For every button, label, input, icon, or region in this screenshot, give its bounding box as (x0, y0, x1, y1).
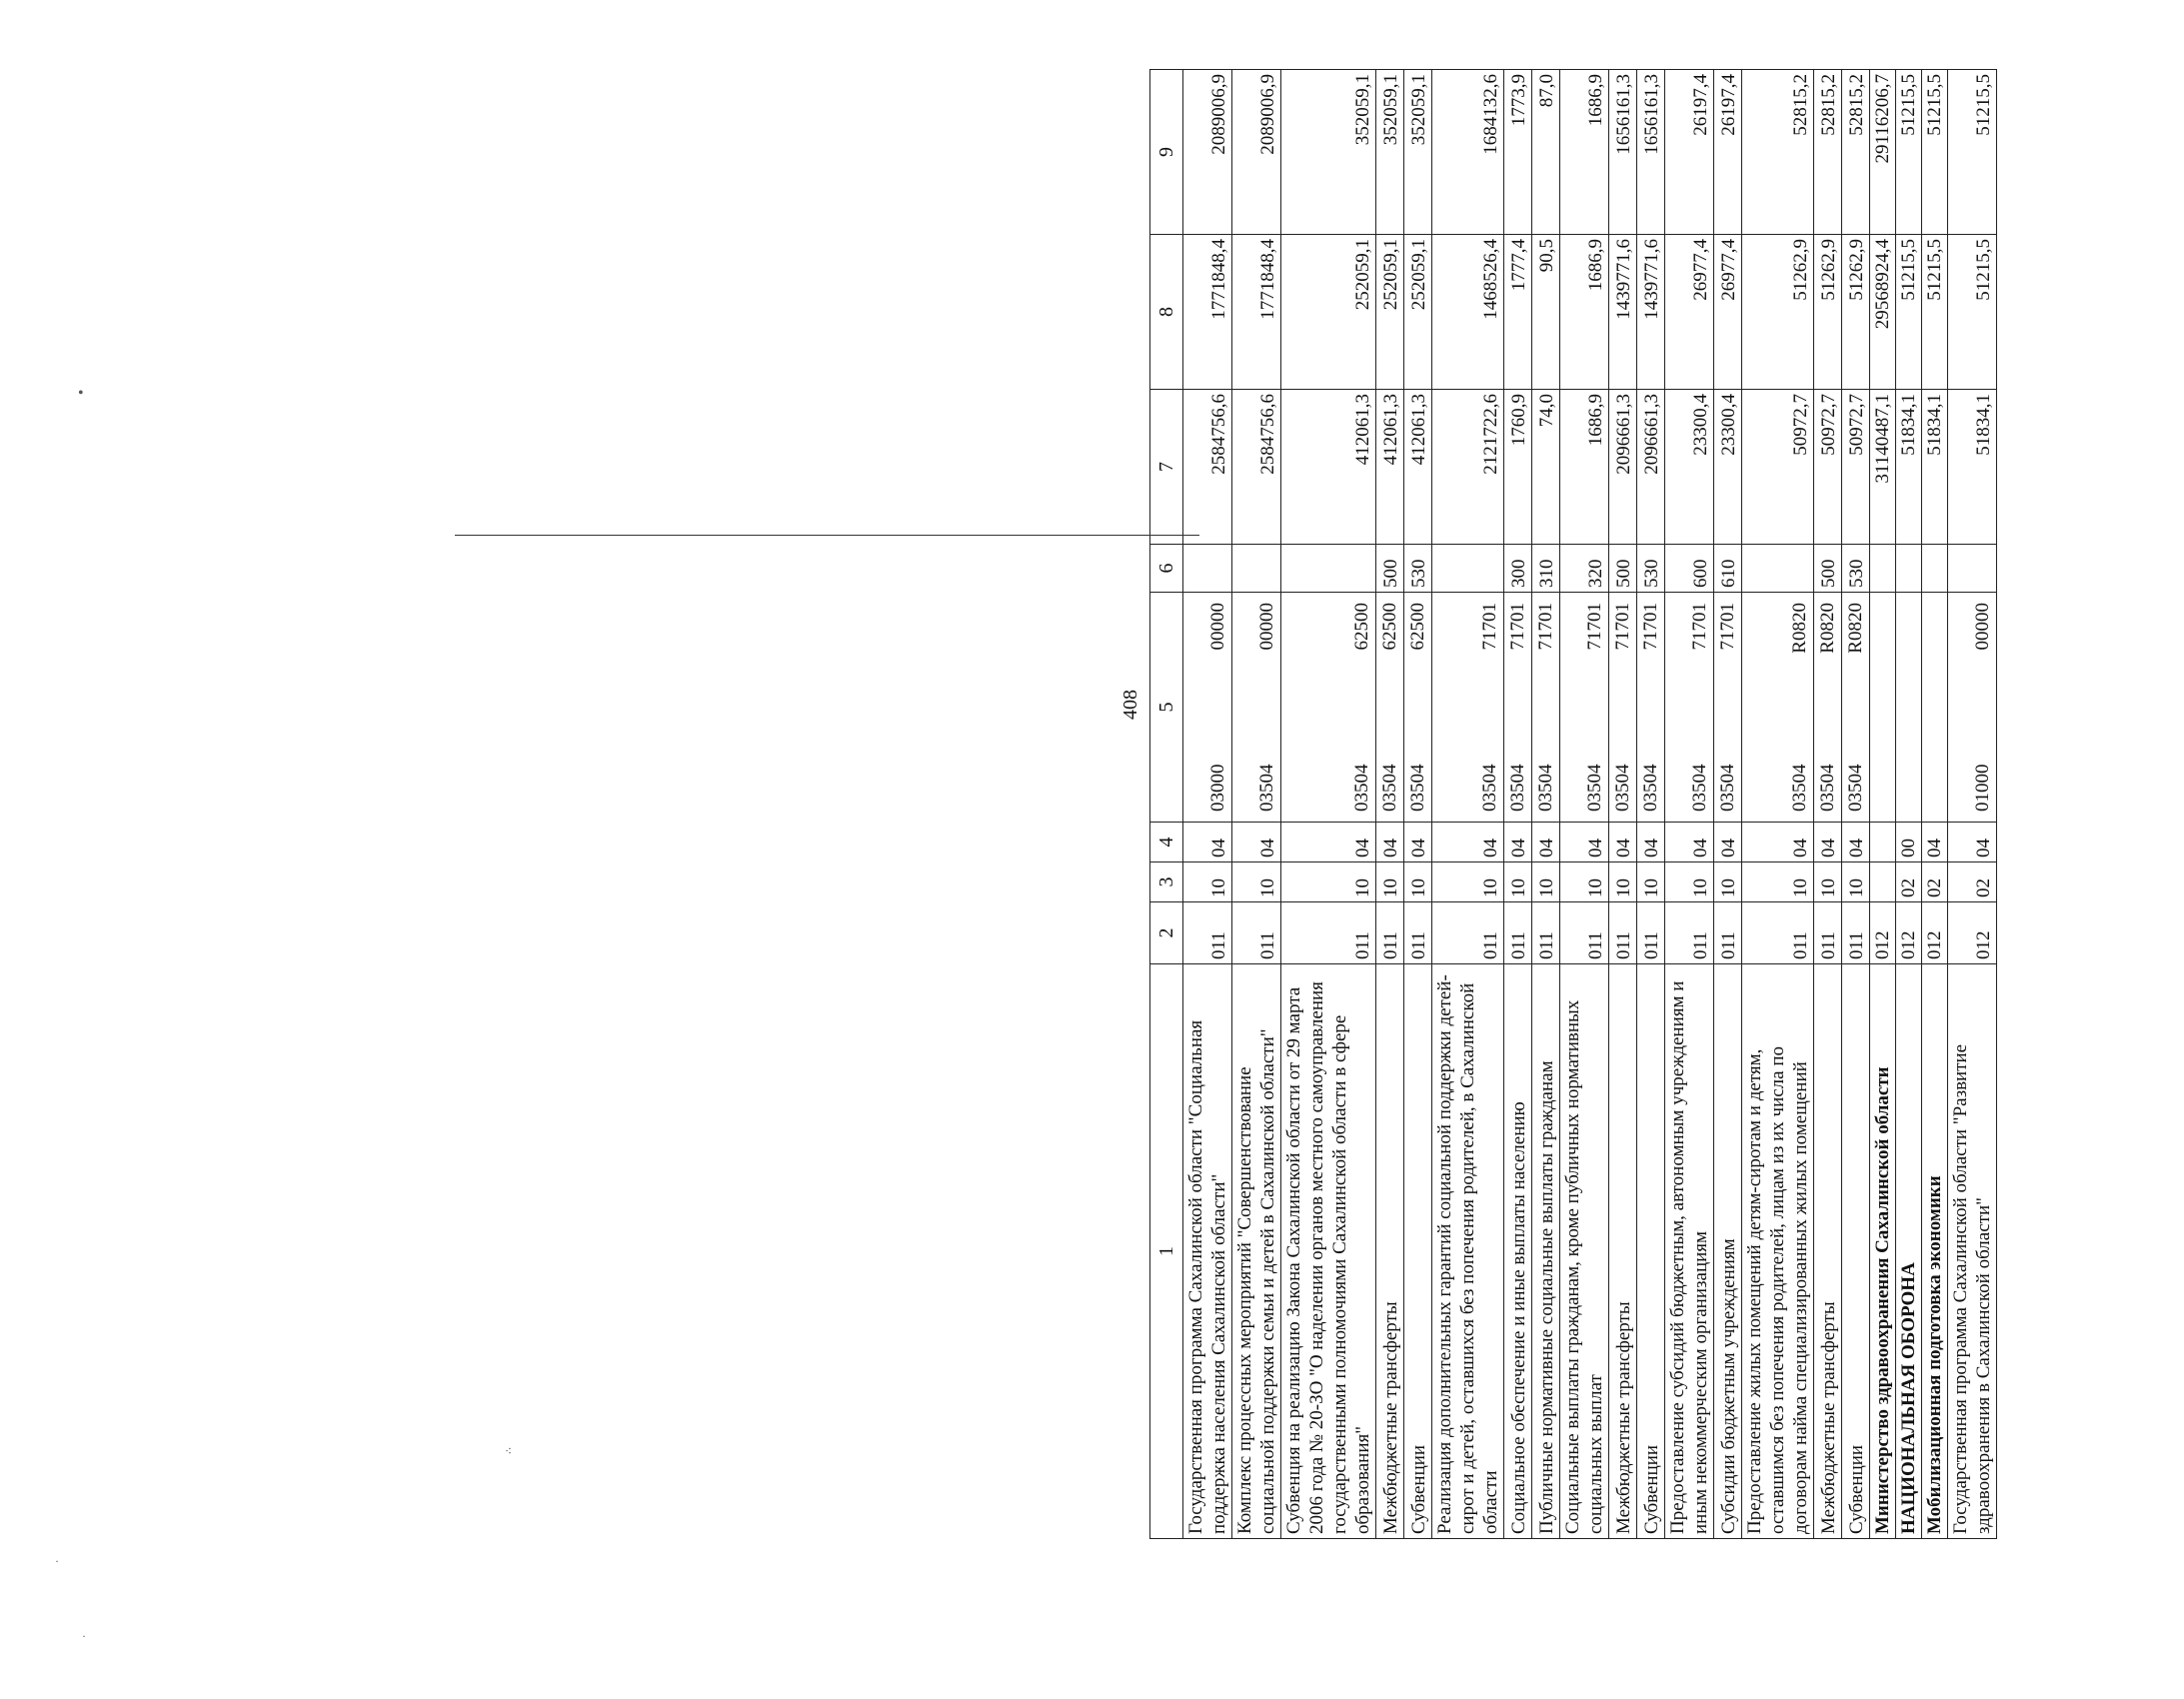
amount-col-7: 412061,3 (1404, 390, 1432, 545)
program-code-part: 03504 (1407, 764, 1428, 812)
amount-col-8: 1468526,4 (1432, 235, 1504, 390)
amount-col-8: 29568924,4 (1870, 235, 1896, 390)
row-name: НАЦИОНАЛЬНАЯ ОБОРОНА (1896, 964, 1922, 1539)
scan-speck: • (78, 385, 84, 402)
amount-col-8: 90,5 (1532, 235, 1560, 390)
subsection-code: 04 (1742, 823, 1814, 862)
subsection-code: 04 (1560, 823, 1609, 862)
amount-col-8: 252059,1 (1376, 235, 1404, 390)
expense-type-code (1183, 545, 1232, 593)
table-row (1842, 70, 1870, 1539)
table-row (1232, 70, 1281, 1539)
amount-col-9: 52815,2 (1842, 70, 1870, 235)
program-code-part: 03504 (1256, 764, 1277, 812)
ministry-code: 011 (1637, 902, 1665, 964)
amount-col-9: 1656161,3 (1637, 70, 1665, 235)
amount-col-7: 2096661,3 (1637, 390, 1665, 545)
column-header: 1 (1150, 964, 1183, 1539)
subsection-code: 00 (1896, 823, 1922, 862)
subsection-code: 04 (1665, 823, 1714, 862)
program-code-part: 03504 (1689, 764, 1710, 812)
program-code (1504, 593, 1532, 823)
ministry-code: 011 (1432, 902, 1504, 964)
program-code (1842, 593, 1870, 823)
amount-col-7: 2584756,6 (1232, 390, 1281, 545)
table-row (1714, 70, 1742, 1539)
ministry-code: 011 (1609, 902, 1637, 964)
program-code-part: 03504 (1584, 764, 1605, 812)
ministry-code: 011 (1376, 902, 1404, 964)
section-code: 02 (1922, 862, 1948, 902)
amount-col-9: 52815,2 (1814, 70, 1842, 235)
amount-col-9: 2089006,9 (1232, 70, 1281, 235)
amount-col-8: 1771848,4 (1232, 235, 1281, 390)
section-code: 10 (1232, 862, 1281, 902)
section-code: 10 (1714, 862, 1742, 902)
program-code (1870, 593, 1896, 823)
section-code: 10 (1742, 862, 1814, 902)
expense-type-code: 320 (1560, 545, 1609, 593)
table-row (1560, 70, 1609, 1539)
amount-col-8: 1777,4 (1504, 235, 1532, 390)
amount-col-9: 51215,5 (1896, 70, 1922, 235)
amount-col-8: 1771848,4 (1183, 235, 1232, 390)
ministry-code: 011 (1404, 902, 1432, 964)
amount-col-8: 26977,4 (1665, 235, 1714, 390)
program-code (1532, 593, 1560, 823)
program-code-part: 03504 (1507, 764, 1528, 812)
program-code (1281, 593, 1376, 823)
row-name: Социальные выплаты гражданам, кроме публичных нормативных социальных выплат (1560, 964, 1609, 1539)
direction-code-part: 00000 (1972, 603, 1993, 651)
amount-col-9: 352059,1 (1404, 70, 1432, 235)
amount-col-9: 51215,5 (1948, 70, 1997, 235)
section-code: 10 (1814, 862, 1842, 902)
row-name: Межбюджетные трансферты (1814, 964, 1842, 1539)
subsection-code: 04 (1609, 823, 1637, 862)
section-code: 02 (1896, 862, 1922, 902)
table-row (1532, 70, 1560, 1539)
amount-col-9: 1656161,3 (1609, 70, 1637, 235)
expense-type-code (1922, 545, 1948, 593)
direction-code-part: 62500 (1379, 603, 1400, 651)
row-name: Субсидии бюджетным учреждениям (1714, 964, 1742, 1539)
program-code-part: 03504 (1479, 764, 1500, 812)
program-code (1896, 593, 1922, 823)
budget-table (1149, 69, 1997, 1539)
subsection-code: 04 (1504, 823, 1532, 862)
amount-col-9: 87,0 (1532, 70, 1560, 235)
section-code: 10 (1404, 862, 1432, 902)
program-code-part: 03504 (1640, 764, 1661, 812)
expense-type-code (1948, 545, 1997, 593)
expense-type-code: 300 (1504, 545, 1532, 593)
subsection-code: 04 (1842, 823, 1870, 862)
subsection-code: 04 (1532, 823, 1560, 862)
program-code-part: 03504 (1817, 764, 1838, 812)
row-name: Министерство здравоохранения Сахалинской области (1870, 964, 1896, 1539)
expense-type-code (1432, 545, 1504, 593)
program-code (1814, 593, 1842, 823)
ministry-code: 011 (1842, 902, 1870, 964)
ministry-code: 011 (1232, 902, 1281, 964)
amount-col-7: 1760,9 (1504, 390, 1532, 545)
direction-code-part: 71701 (1507, 603, 1528, 651)
program-code (1665, 593, 1714, 823)
program-code-part: 03504 (1789, 764, 1810, 812)
amount-col-9: 51215,5 (1922, 70, 1948, 235)
table-row (1742, 70, 1814, 1539)
column-header: 9 (1150, 70, 1183, 235)
expense-type-code: 500 (1609, 545, 1637, 593)
ministry-code: 011 (1714, 902, 1742, 964)
program-code (1742, 593, 1814, 823)
program-code-part: 03504 (1612, 764, 1633, 812)
amount-col-9: 1684132,6 (1432, 70, 1504, 235)
amount-col-9: 1773,9 (1504, 70, 1532, 235)
row-name: Предоставление субсидий бюджетным, автономным учреждениям и иным некоммерческим организациям (1665, 964, 1714, 1539)
amount-col-7: 51834,1 (1922, 390, 1948, 545)
scan-speck: ⁖ (505, 1444, 513, 1458)
direction-code-part: 00000 (1256, 603, 1277, 651)
amount-col-8: 1439771,6 (1609, 235, 1637, 390)
table-header-row (1150, 70, 1183, 1539)
section-code: 10 (1637, 862, 1665, 902)
expense-type-code: 610 (1714, 545, 1742, 593)
section-code: 10 (1560, 862, 1609, 902)
column-header: 6 (1150, 545, 1183, 593)
direction-code-part: 62500 (1407, 603, 1428, 651)
section-code (1870, 862, 1896, 902)
subsection-code: 04 (1922, 823, 1948, 862)
amount-col-7: 31140487,1 (1870, 390, 1896, 545)
program-code-part: 03504 (1717, 764, 1738, 812)
amount-col-9: 52815,2 (1742, 70, 1814, 235)
direction-code-part: 71701 (1535, 603, 1556, 651)
program-code (1232, 593, 1281, 823)
program-code-part: 01000 (1972, 764, 1993, 812)
amount-col-8: 252059,1 (1281, 235, 1376, 390)
column-header: 4 (1150, 823, 1183, 862)
amount-col-7: 51834,1 (1896, 390, 1922, 545)
amount-col-8: 51215,5 (1948, 235, 1997, 390)
amount-col-8: 26977,4 (1714, 235, 1742, 390)
page-number: 408 (1119, 690, 1141, 720)
subsection-code (1870, 823, 1896, 862)
expense-type-code: 600 (1665, 545, 1714, 593)
amount-col-8: 1686,9 (1560, 235, 1609, 390)
section-code: 10 (1504, 862, 1532, 902)
amount-col-7: 2121722,6 (1432, 390, 1504, 545)
amount-col-7: 23300,4 (1714, 390, 1742, 545)
program-code (1560, 593, 1609, 823)
amount-col-9: 1686,9 (1560, 70, 1609, 235)
section-code: 10 (1665, 862, 1714, 902)
ministry-code: 012 (1896, 902, 1922, 964)
row-name: Государственная программа Сахалинской области "Развитие здравоохранения в Сахалинской области" (1948, 964, 1997, 1539)
program-code (1404, 593, 1432, 823)
direction-code-part: 71701 (1584, 603, 1605, 651)
program-code (1922, 593, 1948, 823)
direction-code-part: 62500 (1351, 603, 1372, 651)
amount-col-7: 412061,3 (1281, 390, 1376, 545)
expense-type-code: 530 (1842, 545, 1870, 593)
amount-col-8: 1439771,6 (1637, 235, 1665, 390)
table-row (1665, 70, 1714, 1539)
ministry-code: 011 (1504, 902, 1532, 964)
row-name: Субвенция на реализацию Закона Сахалинской области от 29 марта 2006 года № 20-ЗО "О наделении органов местного самоуправления государственными полномочиями Сахалинской области в сфере образования" (1281, 964, 1376, 1539)
expense-type-code: 500 (1814, 545, 1842, 593)
row-name: Субвенции (1842, 964, 1870, 1539)
amount-col-7: 23300,4 (1665, 390, 1714, 545)
program-code (1714, 593, 1742, 823)
subsection-code: 04 (1637, 823, 1665, 862)
amount-col-9: 26197,4 (1714, 70, 1742, 235)
scan-line (455, 535, 1199, 536)
direction-code-part: 00000 (1207, 603, 1228, 651)
row-name: Предоставление жилых помещений детям-сиротам и детям, оставшимся без попечения родителей, лицам из их числа по договорам найма специализированных жилых помещений (1742, 964, 1814, 1539)
amount-col-9: 2089006,9 (1183, 70, 1232, 235)
table-row (1637, 70, 1665, 1539)
program-code-part: 03000 (1207, 764, 1228, 812)
row-name: Межбюджетные трансферты (1609, 964, 1637, 1539)
subsection-code: 04 (1232, 823, 1281, 862)
program-code (1376, 593, 1404, 823)
table-row (1376, 70, 1404, 1539)
expense-type-code (1896, 545, 1922, 593)
table-row (1870, 70, 1896, 1539)
ministry-code: 011 (1532, 902, 1560, 964)
row-name: Межбюджетные трансферты (1376, 964, 1404, 1539)
amount-col-9: 26197,4 (1665, 70, 1714, 235)
direction-code-part: R0820 (1789, 603, 1810, 654)
scan-speck: · (55, 1554, 59, 1568)
table-row (1183, 70, 1232, 1539)
table-row (1922, 70, 1948, 1539)
section-code: 10 (1842, 862, 1870, 902)
ministry-code: 011 (1665, 902, 1714, 964)
direction-code-part: 71701 (1640, 603, 1661, 651)
subsection-code: 04 (1376, 823, 1404, 862)
rotated-sheet (1119, 70, 2184, 1539)
table-row (1609, 70, 1637, 1539)
direction-code-part: 71701 (1689, 603, 1710, 651)
ministry-code: 012 (1922, 902, 1948, 964)
ministry-code: 011 (1183, 902, 1232, 964)
program-code (1183, 593, 1232, 823)
column-header: 2 (1150, 902, 1183, 964)
amount-col-8: 51215,5 (1922, 235, 1948, 390)
direction-code-part: R0820 (1845, 603, 1866, 654)
amount-col-7: 74,0 (1532, 390, 1560, 545)
ministry-code: 012 (1948, 902, 1997, 964)
table-row (1814, 70, 1842, 1539)
expense-type-code: 500 (1376, 545, 1404, 593)
section-code: 10 (1532, 862, 1560, 902)
amount-col-8: 51215,5 (1896, 235, 1922, 390)
subsection-code: 04 (1814, 823, 1842, 862)
ministry-code: 012 (1870, 902, 1896, 964)
amount-col-7: 2096661,3 (1609, 390, 1637, 545)
row-name: Социальное обеспечение и иные выплаты населению (1504, 964, 1532, 1539)
section-code: 10 (1376, 862, 1404, 902)
section-code: 10 (1609, 862, 1637, 902)
scan-speck: · (82, 1629, 86, 1643)
program-code-part: 03504 (1351, 764, 1372, 812)
row-name: Публичные нормативные социальные выплаты гражданам (1532, 964, 1560, 1539)
direction-code-part: 71701 (1479, 603, 1500, 651)
table-row (1896, 70, 1922, 1539)
table-row (1432, 70, 1504, 1539)
amount-col-7: 412061,3 (1376, 390, 1404, 545)
ministry-code: 011 (1281, 902, 1376, 964)
expense-type-code (1870, 545, 1896, 593)
row-name: Государственная программа Сахалинской области "Социальная поддержка населения Сахалинской области" (1183, 964, 1232, 1539)
row-name: Субвенции (1637, 964, 1665, 1539)
direction-code-part: R0820 (1817, 603, 1838, 654)
ministry-code: 011 (1742, 902, 1814, 964)
subsection-code: 04 (1281, 823, 1376, 862)
subsection-code: 04 (1432, 823, 1504, 862)
row-name: Реализация дополнительных гарантий социальной поддержки детей-сирот и детей, оставшихся без попечения родителей, в Сахалинской области (1432, 964, 1504, 1539)
amount-col-8: 252059,1 (1404, 235, 1432, 390)
program-code (1432, 593, 1504, 823)
subsection-code: 04 (1714, 823, 1742, 862)
row-name: Мобилизационная подготовка экономики (1922, 964, 1948, 1539)
amount-col-9: 352059,1 (1281, 70, 1376, 235)
amount-col-7: 50972,7 (1742, 390, 1814, 545)
row-name: Комплекс процессных мероприятий "Совершенствование социальной поддержки семьи и детей в Сахалинской области" (1232, 964, 1281, 1539)
subsection-code: 04 (1948, 823, 1997, 862)
subsection-code: 04 (1404, 823, 1432, 862)
section-code: 10 (1183, 862, 1232, 902)
direction-code-part: 71701 (1717, 603, 1738, 651)
column-header: 8 (1150, 235, 1183, 390)
expense-type-code (1742, 545, 1814, 593)
expense-type-code: 310 (1532, 545, 1560, 593)
column-header: 5 (1150, 593, 1183, 823)
amount-col-7: 1686,9 (1560, 390, 1609, 545)
column-header: 7 (1150, 390, 1183, 545)
section-code: 10 (1432, 862, 1504, 902)
table-row (1948, 70, 1997, 1539)
amount-col-7: 50972,7 (1842, 390, 1870, 545)
section-code: 10 (1281, 862, 1376, 902)
direction-code-part: 71701 (1612, 603, 1633, 651)
ministry-code: 011 (1560, 902, 1609, 964)
table-row (1281, 70, 1376, 1539)
amount-col-9: 352059,1 (1376, 70, 1404, 235)
ministry-code: 011 (1814, 902, 1842, 964)
amount-col-7: 51834,1 (1948, 390, 1997, 545)
program-code-part: 03504 (1845, 764, 1866, 812)
expense-type-code: 530 (1404, 545, 1432, 593)
expense-type-code (1281, 545, 1376, 593)
column-header: 3 (1150, 862, 1183, 902)
program-code (1637, 593, 1665, 823)
expense-type-code (1232, 545, 1281, 593)
table-row (1504, 70, 1532, 1539)
expense-type-code: 530 (1637, 545, 1665, 593)
amount-col-8: 51262,9 (1842, 235, 1870, 390)
amount-col-7: 2584756,6 (1183, 390, 1232, 545)
program-code-part: 03504 (1379, 764, 1400, 812)
amount-col-7: 50972,7 (1814, 390, 1842, 545)
section-code: 02 (1948, 862, 1997, 902)
amount-col-8: 51262,9 (1742, 235, 1814, 390)
row-name: Субвенции (1404, 964, 1432, 1539)
program-code (1609, 593, 1637, 823)
subsection-code: 04 (1183, 823, 1232, 862)
amount-col-9: 29116206,7 (1870, 70, 1896, 235)
table-row (1404, 70, 1432, 1539)
program-code (1948, 593, 1997, 823)
program-code-part: 03504 (1535, 764, 1556, 812)
amount-col-8: 51262,9 (1814, 235, 1842, 390)
